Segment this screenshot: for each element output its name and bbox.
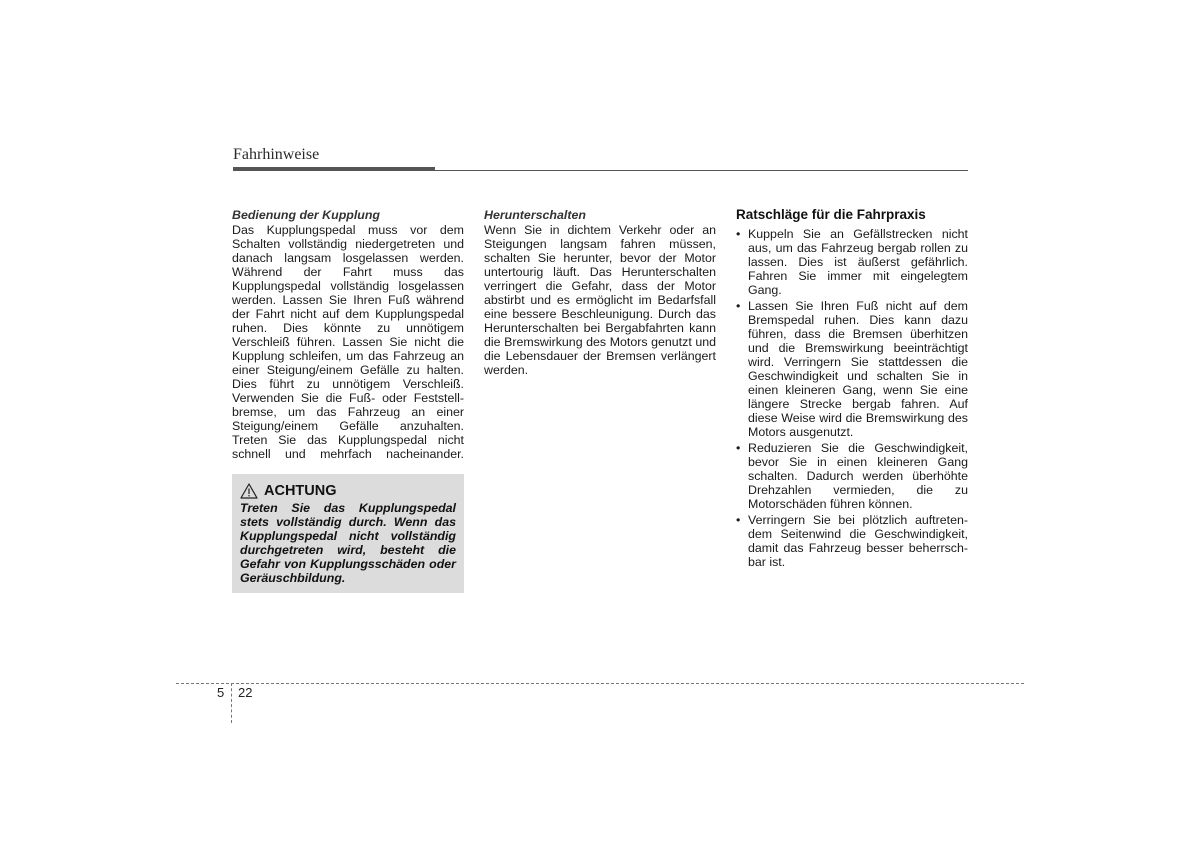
footer-rule [176,683,1024,684]
list-item-text: Reduzieren Sie die Geschwindigkeit, bevor Sie in einen kleineren Gang schalten. Dadurch werden überhöhte Drehzahlen vermieden, die zu Motorschäden führen können. [748,441,968,511]
list-item-text: Lassen Sie Ihren Fuß nicht auf dem Bremspedal ruhen. Dies kann dazu führen, dass die Bremsen überhitzen und die Bremswirkung beeinträchtigt wird. Verringern Sie stattdessen die Geschwindigkeit und schalten Sie in einen kleineren Gang, wenn Sie eine längere Strecke bergab fahren. Auf diese Weise wird die Bremswirkung des Motors ausgenutzt. [748,299,968,439]
bullet-icon: • [736,441,741,455]
warning-text: Treten Sie das Kupplungspedal stets vollständig durch. Wenn das Kupplungspedal nicht vollständig durchgetreten wird, besteht die Gefahr von Kupplungsschäden oder Geräuschbildung. [240,501,456,585]
clutch-text: Das Kupplungspedal muss vor dem Schalten vollständig niedergetreten und danach langsam losgelassen werden. Während der Fahrt muss das Kupplungspedal vollständig losgelassen werden. Lassen Sie Ihren Fuß während der Fahrt nicht auf dem Kupplungspedal ruhen. Dies könnte zu unnötigem Verschleiß führen. Lassen Sie nicht die Kupplung schleifen, um das Fahrzeug an einer Steigung/einem Gefälle zu halten. Dies führt zu unnötigem Verschleiß. Verwenden Sie die Fuß- oder Feststell-bremse, um das Fahrzeug an einer Steigung/einem Gefälle anzuhalten. Treten Sie das Kupplungspedal nicht schnell und mehrfach nacheinander. [232,223,464,461]
warning-header [240,482,456,500]
page-section-number: 5 [217,685,225,700]
tips-section [736,207,968,571]
warning-triangle-icon [240,483,258,499]
list-item-text: Kuppeln Sie an Gefällstrecken nicht aus, um das Fahrzeug bergab rollen zu lassen. Dies ist äußerst gefährlich. Fahren Sie immer mit eingelegtem Gang. [748,227,968,297]
bullet-icon: • [736,299,741,313]
bullet-icon: • [736,513,741,527]
clutch-section [232,208,464,475]
tips-heading: Ratschläge für die Fahrpraxis [736,207,926,222]
list-item-text: Verringern Sie bei plötzlich auftreten-dem Seitenwind die Geschwindigkeit, damit das Fahrzeug besser beherrsch-bar ist. [748,513,968,569]
page-header-title: Fahrhinweise [233,146,320,163]
page-number: 22 [238,685,253,700]
warning-box [232,474,464,593]
downshift-text: Wenn Sie in dichtem Verkehr oder an Steigungen langsam fahren müssen, schalten Sie herunter, bevor der Motor untertourig läuft. Das Herunterschalten verringert die Gefahr, dass der Motor abstirbt und es ermöglicht im Bedarfsfall eine bessere Beschleunigung. Durch das Herunterschalten bei Bergabfahrten kann die Bremswirkung des Motors genutzt und die Lebensdauer der Bremsen verlängert werden. [484,223,716,377]
downshift-heading: Herunterschalten [484,208,586,222]
header-rule [233,170,968,171]
list-item [736,441,968,511]
list-item [736,299,968,439]
bullet-icon: • [736,227,741,241]
list-item [736,513,968,569]
warning-title: ACHTUNG [264,483,337,499]
footer-divider [231,683,232,723]
downshift-section [484,208,716,391]
tips-list [736,227,968,569]
list-item [736,227,968,297]
clutch-heading: Bedienung der Kupplung [232,208,380,222]
